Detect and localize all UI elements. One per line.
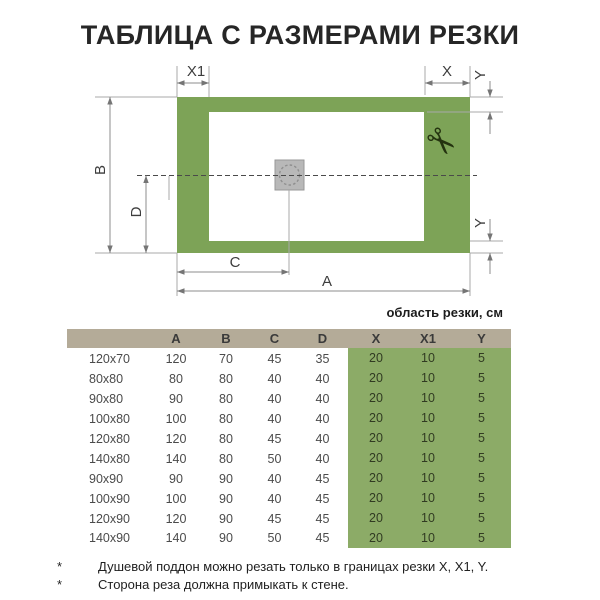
b-cell: 80 — [219, 451, 233, 466]
x-cut-cell: 20 — [348, 508, 404, 529]
x1-cut-cell: 10 — [404, 388, 452, 409]
header-a: A — [171, 331, 181, 346]
d-cell: 40 — [315, 391, 330, 406]
d-cell: 45 — [315, 511, 330, 526]
cut-area-caption: область резки, см — [386, 305, 503, 320]
footnotes — [57, 558, 557, 593]
footnote-marker: * — [57, 559, 63, 574]
table-row — [67, 488, 511, 508]
x-cut-cell: 20 — [348, 368, 404, 389]
dim-label-b: B — [91, 164, 109, 176]
dim-label-x: X — [441, 63, 453, 80]
table-row — [67, 348, 511, 368]
x1-cut-cell: 10 — [404, 408, 452, 429]
d-cell: 35 — [315, 351, 330, 366]
table-row — [67, 468, 511, 488]
x-cut-cell: 20 — [348, 428, 404, 449]
x-cut-cell: 20 — [348, 348, 404, 369]
c-cell: 40 — [267, 491, 282, 506]
x1-cut-cell: 10 — [404, 428, 452, 449]
size-cell: 80x80 — [89, 371, 124, 386]
table-row — [67, 428, 511, 448]
table-row — [67, 408, 511, 428]
b-cell: 80 — [219, 371, 233, 386]
a-cell: 120 — [165, 511, 187, 526]
table-header-row — [67, 329, 511, 348]
footnote — [57, 558, 557, 576]
c-cell: 40 — [267, 471, 282, 486]
x-cut-cell: 20 — [348, 448, 404, 469]
y-cut-cell: 5 — [452, 408, 511, 429]
c-cell: 40 — [267, 411, 282, 426]
footnote-text: Сторона реза должна примыкать к стене. — [98, 576, 349, 592]
x-cut-cell: 20 — [348, 528, 404, 548]
a-cell: 80 — [169, 371, 183, 386]
y-cut-cell: 5 — [452, 468, 511, 489]
size-table — [67, 329, 511, 548]
b-cell: 90 — [219, 531, 233, 545]
dim-label-x1: X1 — [186, 63, 206, 80]
size-cell: 90x80 — [89, 391, 124, 406]
b-cell: 90 — [219, 491, 233, 506]
table-row — [67, 388, 511, 408]
cutting-diagram — [0, 55, 600, 305]
y-cut-cell: 5 — [452, 368, 511, 389]
dimension-b — [92, 97, 110, 253]
table-row — [67, 368, 511, 388]
x1-cut-cell: 10 — [404, 448, 452, 469]
y-cut-cell: 5 — [452, 528, 511, 548]
x-cut-cell: 20 — [348, 468, 404, 489]
a-cell: 100 — [165, 411, 187, 426]
y-cut-cell: 5 — [452, 448, 511, 469]
a-cell: 120 — [165, 351, 187, 366]
header-x: X — [371, 331, 381, 346]
dim-label-y-top: Y — [471, 69, 489, 81]
dimension-d — [128, 176, 146, 254]
size-cell: 90x90 — [89, 471, 124, 486]
size-cell: 120x80 — [89, 431, 131, 446]
x1-cut-cell: 10 — [404, 508, 452, 529]
y-cut-cell: 5 — [452, 428, 511, 449]
size-cell: 100x80 — [89, 411, 131, 426]
a-cell: 120 — [165, 431, 187, 446]
tray-inner-area — [209, 112, 424, 241]
y-cut-cell: 5 — [452, 348, 511, 369]
table-row — [67, 508, 511, 528]
y-cut-cell: 5 — [452, 388, 511, 409]
d-cell: 45 — [315, 531, 330, 545]
b-cell: 70 — [219, 351, 233, 366]
a-cell: 90 — [169, 471, 183, 486]
footnote — [57, 576, 557, 594]
c-cell: 45 — [267, 431, 282, 446]
x-cut-cell: 20 — [348, 388, 404, 409]
footnote-text: Душевой поддон можно резать только в границах резки X, X1, Y. — [98, 559, 489, 574]
d-cell: 40 — [315, 371, 330, 386]
a-cell: 140 — [165, 451, 187, 466]
x1-cut-cell: 10 — [404, 348, 452, 369]
size-cell: 140x80 — [89, 451, 131, 466]
header-x1: X1 — [420, 331, 436, 346]
dim-label-y-bottom: Y — [471, 217, 489, 229]
c-cell: 45 — [267, 511, 282, 526]
dim-label-a: A — [321, 273, 333, 290]
footnote-marker: * — [57, 576, 63, 592]
b-cell: 90 — [219, 511, 233, 526]
a-cell: 140 — [165, 531, 187, 545]
d-cell: 45 — [315, 471, 330, 486]
dimension-y-top — [472, 70, 490, 134]
dimension-a — [177, 273, 470, 291]
x1-cut-cell: 10 — [404, 488, 452, 509]
header-b: B — [221, 331, 231, 346]
table-body — [67, 348, 511, 548]
a-cell: 100 — [165, 491, 187, 506]
x1-cut-cell: 10 — [404, 468, 452, 489]
table-row — [67, 448, 511, 468]
c-cell: 50 — [267, 531, 282, 545]
b-cell: 80 — [219, 431, 233, 446]
size-cell: 120x70 — [89, 351, 131, 366]
size-cell: 120x90 — [89, 511, 131, 526]
a-cell: 90 — [169, 391, 183, 406]
size-cell: 140x90 — [89, 531, 131, 545]
size-cell: 100x90 — [89, 491, 131, 506]
header-y: Y — [477, 331, 486, 346]
dimension-y-bottom — [472, 218, 490, 274]
header-c: C — [269, 331, 280, 346]
d-cell: 40 — [315, 411, 330, 426]
c-cell: 45 — [267, 351, 282, 366]
page-title: ТАБЛИЦА С РАЗМЕРАМИ РЕЗКИ — [80, 20, 520, 50]
d-cell: 45 — [315, 491, 330, 506]
dimension-x — [425, 63, 470, 83]
b-cell: 80 — [219, 391, 233, 406]
dim-label-d: D — [127, 206, 145, 218]
x-cut-cell: 20 — [348, 408, 404, 429]
x1-cut-cell: 10 — [404, 528, 452, 548]
x1-cut-cell: 10 — [404, 368, 452, 389]
c-cell: 40 — [267, 371, 282, 386]
header-d: D — [317, 331, 328, 346]
x-cut-cell: 20 — [348, 488, 404, 509]
b-cell: 90 — [219, 471, 233, 486]
y-cut-cell: 5 — [452, 488, 511, 509]
c-cell: 40 — [267, 391, 282, 406]
scissors-icon: ✂ — [415, 116, 467, 168]
dimension-c — [177, 254, 289, 272]
d-cell: 40 — [315, 451, 330, 466]
b-cell: 80 — [219, 411, 233, 426]
y-cut-cell: 5 — [452, 508, 511, 529]
d-cell: 40 — [315, 431, 330, 446]
table-row — [67, 528, 511, 548]
dim-label-c: C — [229, 254, 241, 271]
c-cell: 50 — [267, 451, 282, 466]
dimension-x1 — [177, 63, 209, 83]
